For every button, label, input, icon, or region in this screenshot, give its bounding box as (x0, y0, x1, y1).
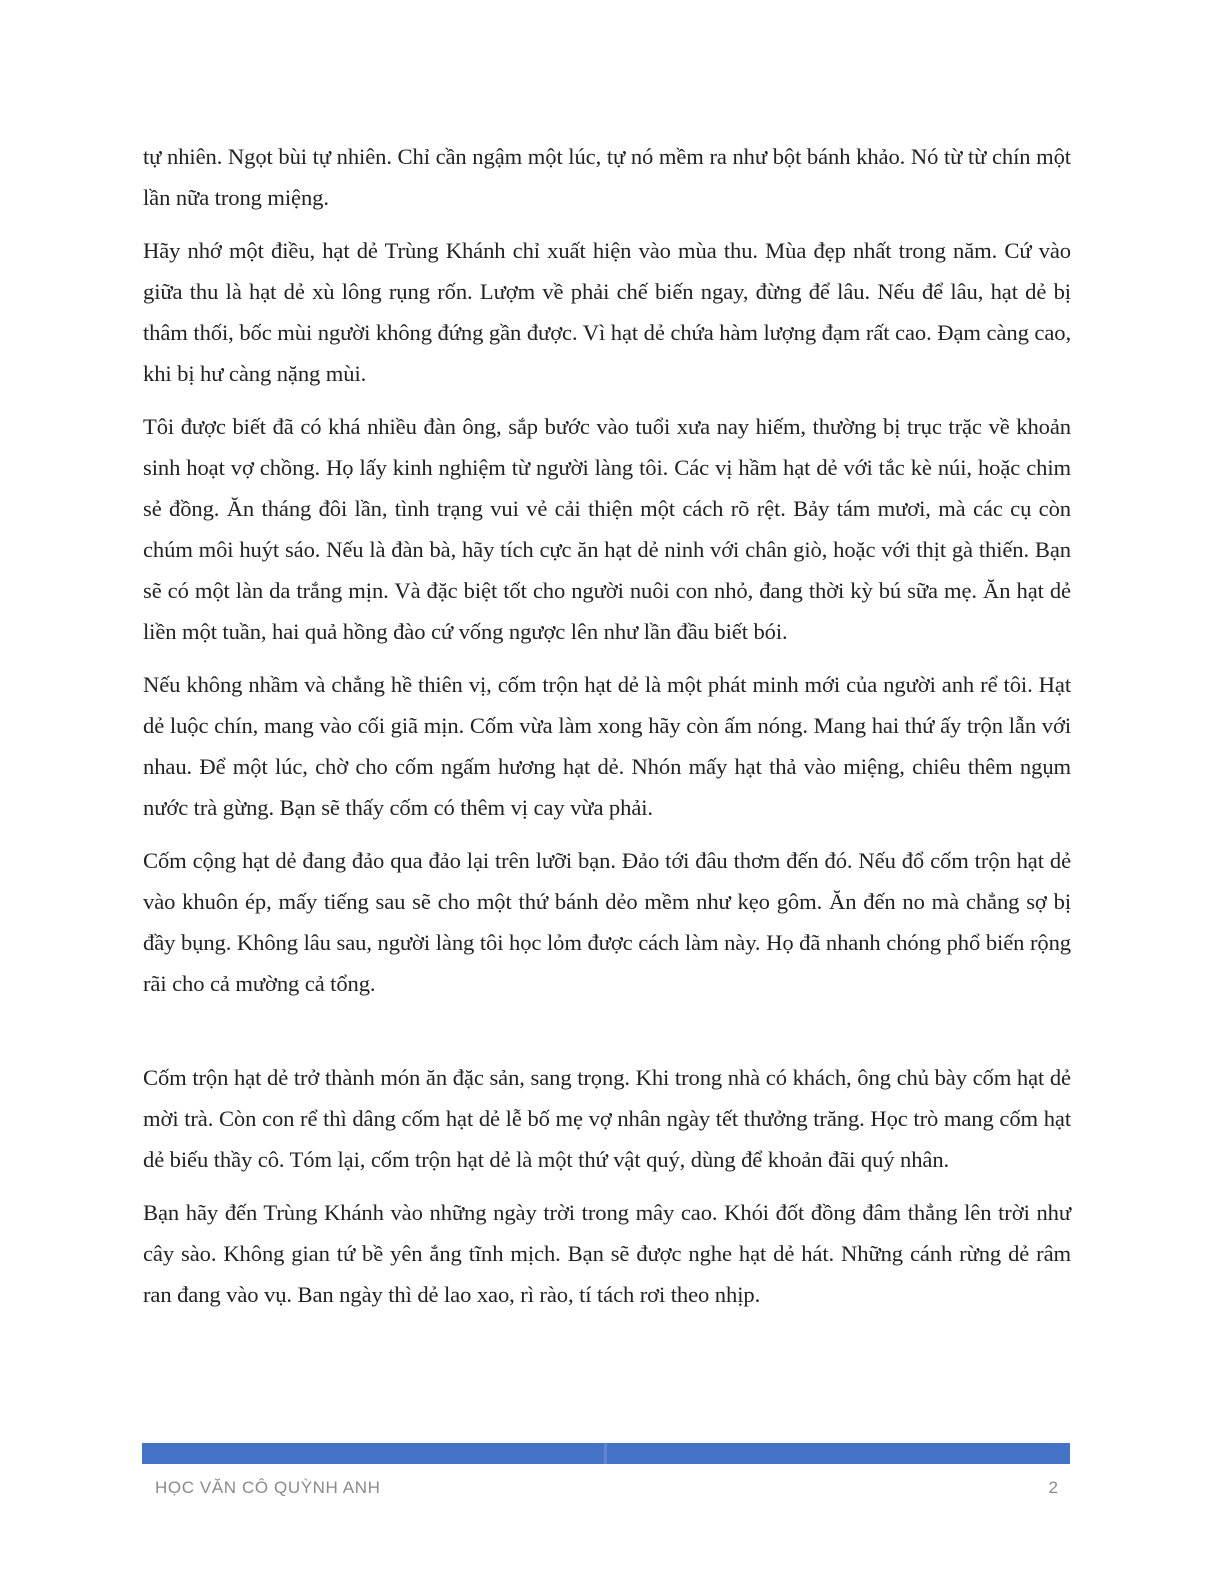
footer-bar-divider (604, 1443, 607, 1464)
paragraph-3: Tôi được biết đã có khá nhiều đàn ông, sắp bước vào tuổi xưa nay hiếm, thường bị trục trặc về khoản sinh hoạt vợ chồng. Họ lấy kinh nghiệm từ người làng tôi. Các vị hầm hạt dẻ với tắc kè núi, hoặc chim sẻ đồng. Ăn tháng đôi lần, tình trạng vui vẻ cải thiện một cách rõ rệt. Bảy tám mươi, mà các cụ còn chúm môi huýt sáo. Nếu là đàn bà, hãy tích cực ăn hạt dẻ ninh với chân giò, hoặc với thịt gà thiến. Bạn sẽ có một làn da trắng mịn. Và đặc biệt tốt cho người nuôi con nhỏ, đang thời kỳ bú sữa mẹ. Ăn hạt dẻ liền một tuần, hai quả hồng đào cứ vống ngược lên như lần đầu biết bói. (143, 414, 1071, 644)
footer-title: HỌC VĂN CÔ QUỲNH ANH (155, 1478, 381, 1497)
footer-bar (142, 1443, 1070, 1464)
paragraph-6: Cốm trộn hạt dẻ trở thành món ăn đặc sản, sang trọng. Khi trong nhà có khách, ông chủ bày cốm hạt dẻ mời trà. Còn con rể thì dâng cốm hạt dẻ lễ bố mẹ vợ nhân ngày tết thưởng trăng. Học trò mang cốm hạt dẻ biếu thầy cô. Tóm lại, cốm trộn hạt dẻ là một thứ vật quý, dùng để khoản đãi quý nhân. (143, 1065, 1071, 1172)
paragraph-5: Cốm cộng hạt dẻ đang đảo qua đảo lại trên lưỡi bạn. Đảo tới đâu thơm đến đó. Nếu đổ cốm trộn hạt dẻ vào khuôn ép, mấy tiếng sau sẽ cho một thứ bánh dẻo mềm như kẹo gôm. Ăn đến no mà chẳng sợ bị đầy bụng. Không lâu sau, người làng tôi học lỏm được cách làm này. Họ đã nhanh chóng phổ biến rộng rãi cho cả mường cả tổng. (143, 848, 1071, 996)
paragraph-1: tự nhiên. Ngọt bùi tự nhiên. Chỉ cần ngậm một lúc, tự nó mềm ra như bột bánh khảo. Nó từ từ chín một lần nữa trong miệng. (143, 144, 1071, 210)
document-body (143, 136, 1071, 1327)
page-number: 2 (1048, 1478, 1058, 1497)
paragraph-7: Bạn hãy đến Trùng Khánh vào những ngày trời trong mây cao. Khói đốt đồng đâm thẳng lên trời như cây sào. Không gian tứ bề yên ắng tĩnh mịch. Bạn sẽ được nghe hạt dẻ hát. Những cánh rừng dẻ râm ran đang vào vụ. Ban ngày thì dẻ lao xao, rì rào, tí tách rơi theo nhịp. (143, 1200, 1071, 1307)
paragraph-2: Hãy nhớ một điều, hạt dẻ Trùng Khánh chỉ xuất hiện vào mùa thu. Mùa đẹp nhất trong năm. Cứ vào giữa thu là hạt dẻ xù lông rụng rốn. Lượm về phải chế biến ngay, đừng để lâu. Nếu để lâu, hạt dẻ bị thâm thối, bốc mùi người không đứng gần được. Vì hạt dẻ chứa hàm lượng đạm rất cao. Đạm càng cao, khi bị hư càng nặng mùi. (143, 238, 1071, 386)
paragraph-4: Nếu không nhầm và chẳng hề thiên vị, cốm trộn hạt dẻ là một phát minh mới của người anh rể tôi. Hạt dẻ luộc chín, mang vào cối giã mịn. Cốm vừa làm xong hãy còn ấm nóng. Mang hai thứ ấy trộn lẫn với nhau. Để một lúc, chờ cho cốm ngấm hương hạt dẻ. Nhón mấy hạt thả vào miệng, chiêu thêm ngụm nước trà gừng. Bạn sẽ thấy cốm có thêm vị cay vừa phải. (143, 672, 1071, 820)
